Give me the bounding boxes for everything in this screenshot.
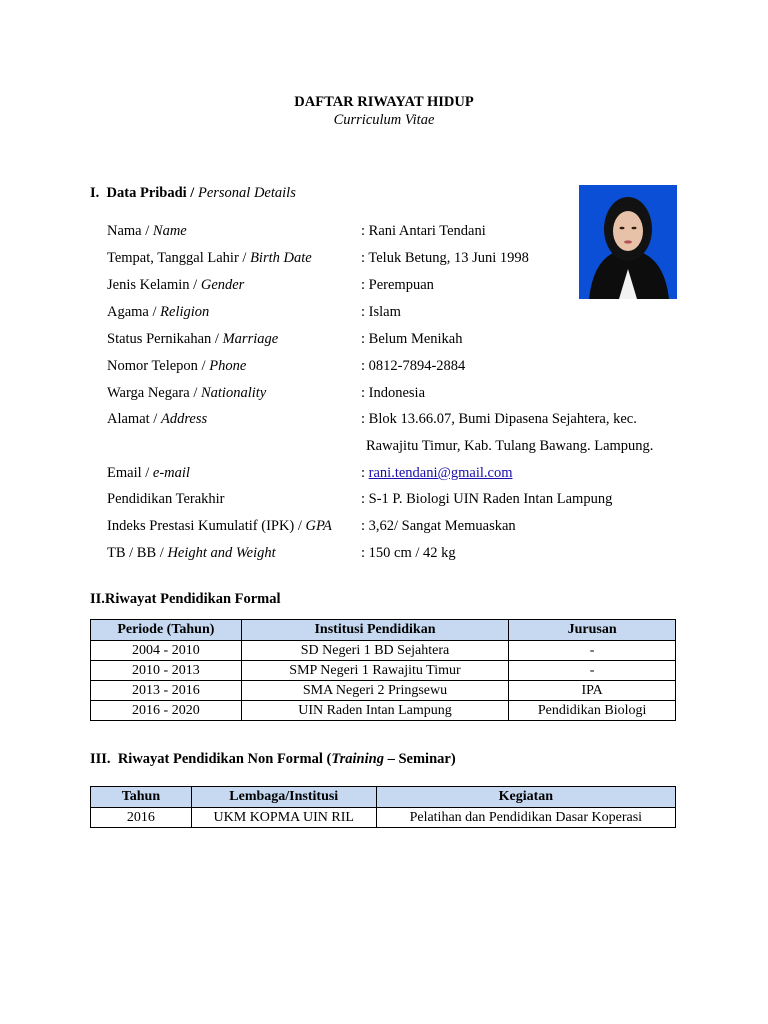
table-cell: 2010 - 2013 — [91, 661, 242, 681]
table-cell: Pelatihan dan Pendidikan Dasar Koperasi — [376, 808, 675, 828]
table-cell: UKM KOPMA UIN RIL — [191, 808, 376, 828]
table-cell: SMA Negeri 2 Pringsewu — [241, 681, 508, 701]
personal-row-birth: Tempat, Tanggal Lahir / Birth Date — [107, 250, 312, 266]
section-3-heading: III. Riwayat Pendidikan Non Formal (Training – Seminar) — [90, 751, 456, 767]
table-cell: SMP Negeri 1 Rawajitu Timur — [241, 661, 508, 681]
document-title: DAFTAR RIWAYAT HIDUP — [294, 94, 474, 110]
table-cell: 2013 - 2016 — [91, 681, 242, 701]
table-cell: IPA — [509, 681, 676, 701]
personal-row-religion: Agama / Religion — [107, 304, 210, 320]
column-header: Periode (Tahun) — [91, 620, 242, 641]
personal-row-address: Alamat / Address — [107, 411, 208, 427]
personal-value-gpa: : 3,62/ Sangat Memuaskan — [361, 518, 516, 534]
table-cell: SD Negeri 1 BD Sejahtera — [241, 641, 508, 661]
document-subtitle: Curriculum Vitae — [333, 112, 435, 128]
table-cell: Pendidikan Biologi — [509, 701, 676, 721]
personal-value-nationality: : Indonesia — [361, 385, 426, 401]
profile-photo — [579, 185, 677, 299]
table-cell: - — [509, 661, 676, 681]
table-cell: - — [509, 641, 676, 661]
personal-value-birth: : Teluk Betung, 13 Juni 1998 — [361, 250, 529, 266]
personal-row-gender: Jenis Kelamin / Gender — [107, 277, 245, 293]
formal-education-table — [90, 619, 676, 721]
non-formal-education-table — [90, 786, 676, 828]
table-cell: 2016 - 2020 — [91, 701, 242, 721]
column-header: Institusi Pendidikan — [241, 620, 508, 641]
personal-value-name: : Rani Antari Tendani — [361, 223, 486, 239]
section-1-title-id: Data Pribadi / — [106, 185, 195, 201]
personal-row-nationality: Warga Negara / Nationality — [107, 385, 267, 401]
personal-row-email: Email / e-mail — [107, 465, 190, 481]
personal-value-education: : S-1 P. Biologi UIN Raden Intan Lampung — [361, 491, 613, 507]
personal-row-name: Nama / Name — [107, 223, 187, 239]
section-2-heading — [90, 591, 281, 608]
table-row — [91, 641, 676, 661]
personal-value-email: : rani.tendani@gmail.com — [361, 465, 513, 481]
personal-value-height-weight: : 150 cm / 42 kg — [361, 545, 456, 561]
personal-row-education: Pendidikan Terakhir — [107, 491, 225, 507]
column-header: Jurusan — [509, 620, 676, 641]
email-link[interactable]: rani.tendani@gmail.com — [368, 465, 513, 481]
personal-value-gender: : Perempuan — [361, 277, 434, 293]
personal-value-religion: : Islam — [361, 304, 401, 320]
column-header: Tahun — [91, 787, 192, 808]
personal-value-address-line2: Rawajitu Timur, Kab. Tulang Bawang. Lampung. — [366, 438, 654, 454]
section-2-title: Riwayat Pendidikan Formal — [104, 591, 281, 607]
table-cell: UIN Raden Intan Lampung — [241, 701, 508, 721]
personal-row-height-weight: TB / BB / Height and Weight — [107, 545, 276, 561]
table-row — [91, 808, 676, 828]
personal-value-marriage: : Belum Menikah — [361, 331, 463, 347]
table-row — [91, 701, 676, 721]
section-3-number: III. — [90, 751, 111, 767]
table-header-row — [91, 787, 676, 808]
table-cell: 2004 - 2010 — [91, 641, 242, 661]
section-1-title-en: Personal Details — [197, 185, 296, 201]
personal-value-phone: : 0812-7894-2884 — [361, 358, 466, 374]
table-header-row — [91, 620, 676, 641]
personal-row-gpa: Indeks Prestasi Kumulatif (IPK) / GPA — [107, 518, 332, 534]
column-header: Kegiatan — [376, 787, 675, 808]
personal-value-address: : Blok 13.66.07, Bumi Dipasena Sejahtera, kec. — [361, 411, 637, 427]
table-cell: 2016 — [91, 808, 192, 828]
table-row — [91, 661, 676, 681]
section-1-number: I. — [90, 185, 100, 201]
personal-row-phone: Nomor Telepon / Phone — [107, 358, 247, 374]
section-1-heading — [90, 185, 296, 202]
section-2-number: II. — [90, 591, 105, 607]
table-row — [91, 681, 676, 701]
personal-row-marriage: Status Pernikahan / Marriage — [107, 331, 279, 347]
column-header: Lembaga/Institusi — [191, 787, 376, 808]
